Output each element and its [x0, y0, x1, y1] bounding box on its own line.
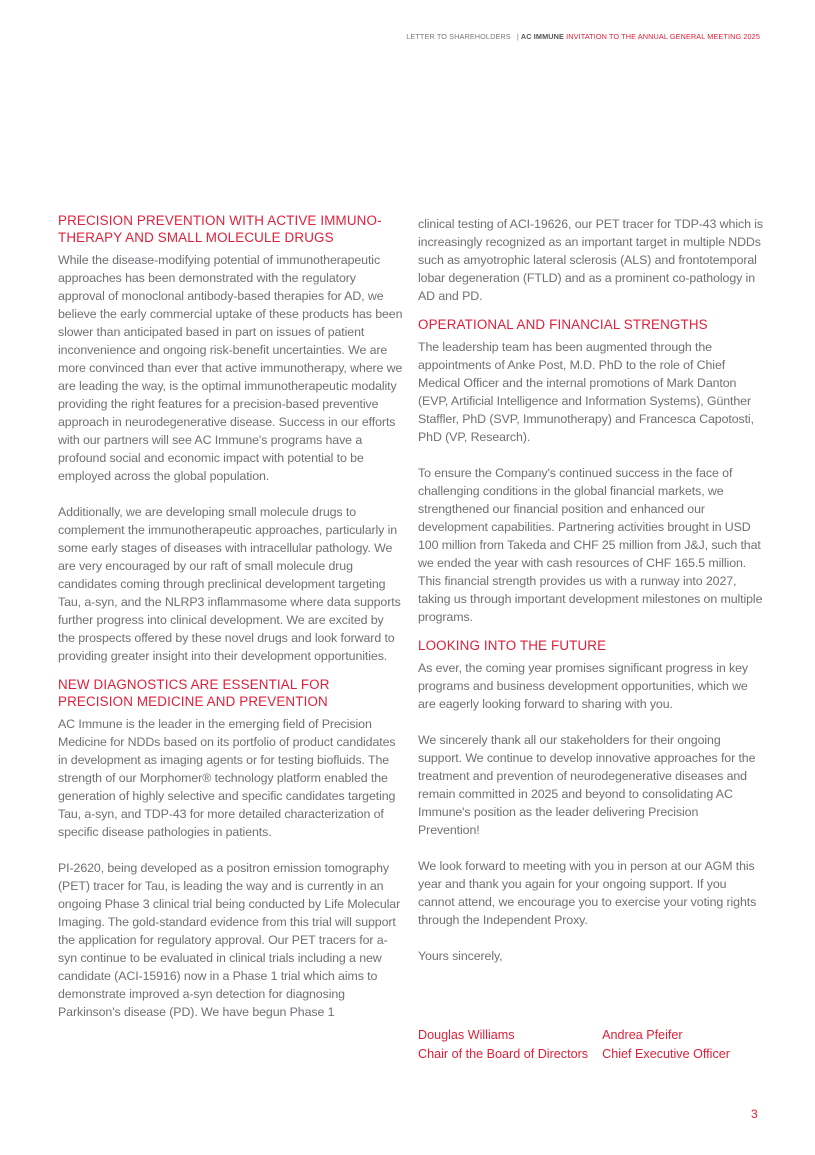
paragraph: The leadership team has been augmented through the appointments of Anke Post, M.D. PhD to the role of Chief Medical Officer and the internal promotions of Mark Danton (EVP, Artificial Intelligence and Information Systems), Günther Staffler, PhD (SVP, Immunotherapy) and Francesca Capotosti, PhD (VP, Research). [418, 340, 754, 444]
paragraph: PI-2620, being developed as a positron emission tomography (PET) tracer for Tau, is leading the way and is currently in an ongoing Phase 3 clinical trial being conducted by Life Molecular Imaging. The gold-standard evidence from this trial will support the application for regulatory approval. Our PET tracers for a-syn continue to be evaluated in clinical trials including a new candidate (ACI-15916) now in a Phase 1 trial which aims to demonstrate improved a-syn detection for diagnosing Parkinson's disease (PD). We have begun Phase 1 [58, 861, 401, 1019]
paragraph: We sincerely thank all our stakeholders for their ongoing support. We continue to develop innovative approaches for the treatment and prevention of neurodegenerative diseases and remain committed in 2025 and beyond to consolidating AC Immune's position as the leader delivering Precision Prevention! [418, 733, 756, 837]
section-heading-new-diagnostics: NEW DIAGNOSTICS ARE ESSENTIAL FOR PRECISION MEDICINE AND PREVENTION [58, 677, 330, 709]
paragraph: While the disease-modifying potential of immunotherapeutic approaches has been demonstrated with the regulatory approval of monoclonal antibody-based therapies for AD, we believe the early commercial uptake of these products has been slower than anticipated based in part on issues of patient inconvenience and ongoing risk-benefit uncertainties. We are more convinced than ever that active immunotherapy, where we are leading the way, is the optimal immunotherapeutic modality providing the right features for a precision-based preventive approach in neurodegenerative disease. Success in our efforts with our partners will see AC Immune's programs have a profound social and economic impact with potential to be employed across the global population. [58, 253, 403, 483]
header-title: INVITATION TO THE ANNUAL GENERAL MEETING 2025 [566, 32, 760, 41]
running-header [406, 32, 760, 41]
signatory-title: Chief Executive Officer [602, 1047, 730, 1061]
closing: Yours sincerely, [418, 949, 503, 963]
right-column [418, 215, 763, 983]
left-column [58, 212, 403, 1039]
section-heading-precision-prevention: PRECISION PREVENTION WITH ACTIVE IMMUNO-THERAPY AND SMALL MOLECULE DRUGS [58, 213, 382, 245]
section-heading-operational-financial: OPERATIONAL AND FINANCIAL STRENGTHS [418, 317, 708, 332]
signature-chair [418, 1026, 588, 1064]
paragraph: To ensure the Company's continued success in the face of challenging conditions in the global financial markets, we strengthened our financial position and enhanced our development capabilities. Partnering activities brought in USD 100 million from Takeda and CHF 25 million from J&J, such that we ended the year with cash resources of CHF 165.5 million. This financial strength provides us with a runway into 2027, taking us through important development milestones on multiple programs. [418, 466, 763, 624]
signatory-title: Chair of the Board of Directors [418, 1047, 589, 1061]
paragraph: Additionally, we are developing small molecule drugs to complement the immunotherapeutic approaches, particularly in some early stages of diseases with intracellular pathology. We are very encouraged by our raft of small molecule drug candidates coming through preclinical development targeting Tau, a-syn, and the NLRP3 inflammasome where data supports further progress into clinical development. We are excited by the prospects offered by these novel drugs and look forward to providing greater insight into their development opportunities. [58, 505, 401, 663]
header-section: LETTER TO SHAREHOLDERS [406, 32, 511, 41]
signatory-name: Andrea Pfeifer [602, 1028, 683, 1042]
header-separator: | [516, 32, 519, 41]
paragraph: AC Immune is the leader in the emerging field of Precision Medicine for NDDs based on its portfolio of product candidates in development as imaging agents or for testing biofluids. The strength of our Morphomer® technology platform enabled the generation of highly selective and specific candidates targeting Tau, a-syn, and TDP-43 for more detailed characterization of specific disease pathologies in patients. [58, 717, 396, 839]
paragraph-continuation: clinical testing of ACI-19626, our PET tracer for TDP-43 which is increasingly recognized as an important target in multiple NDDs such as amyotrophic lateral sclerosis (ALS) and frontotemporal lobar degeneration (FTLD) and as a prominent co-pathology in AD and PD. [418, 217, 763, 303]
signature-ceo [602, 1026, 730, 1064]
page-number: 3 [751, 1107, 758, 1121]
signatures [418, 1026, 730, 1064]
section-heading-looking-future: LOOKING INTO THE FUTURE [418, 638, 607, 653]
paragraph: As ever, the coming year promises significant progress in key programs and business development opportunities, which we are eagerly looking forward to sharing with you. [418, 661, 748, 711]
header-brand: AC IMMUNE [520, 32, 564, 41]
signatory-name: Douglas Williams [418, 1028, 515, 1042]
paragraph: We look forward to meeting with you in person at our AGM this year and thank you again for your ongoing support. If you cannot attend, we encourage you to exercise your voting rights through the Independent Proxy. [418, 859, 757, 927]
